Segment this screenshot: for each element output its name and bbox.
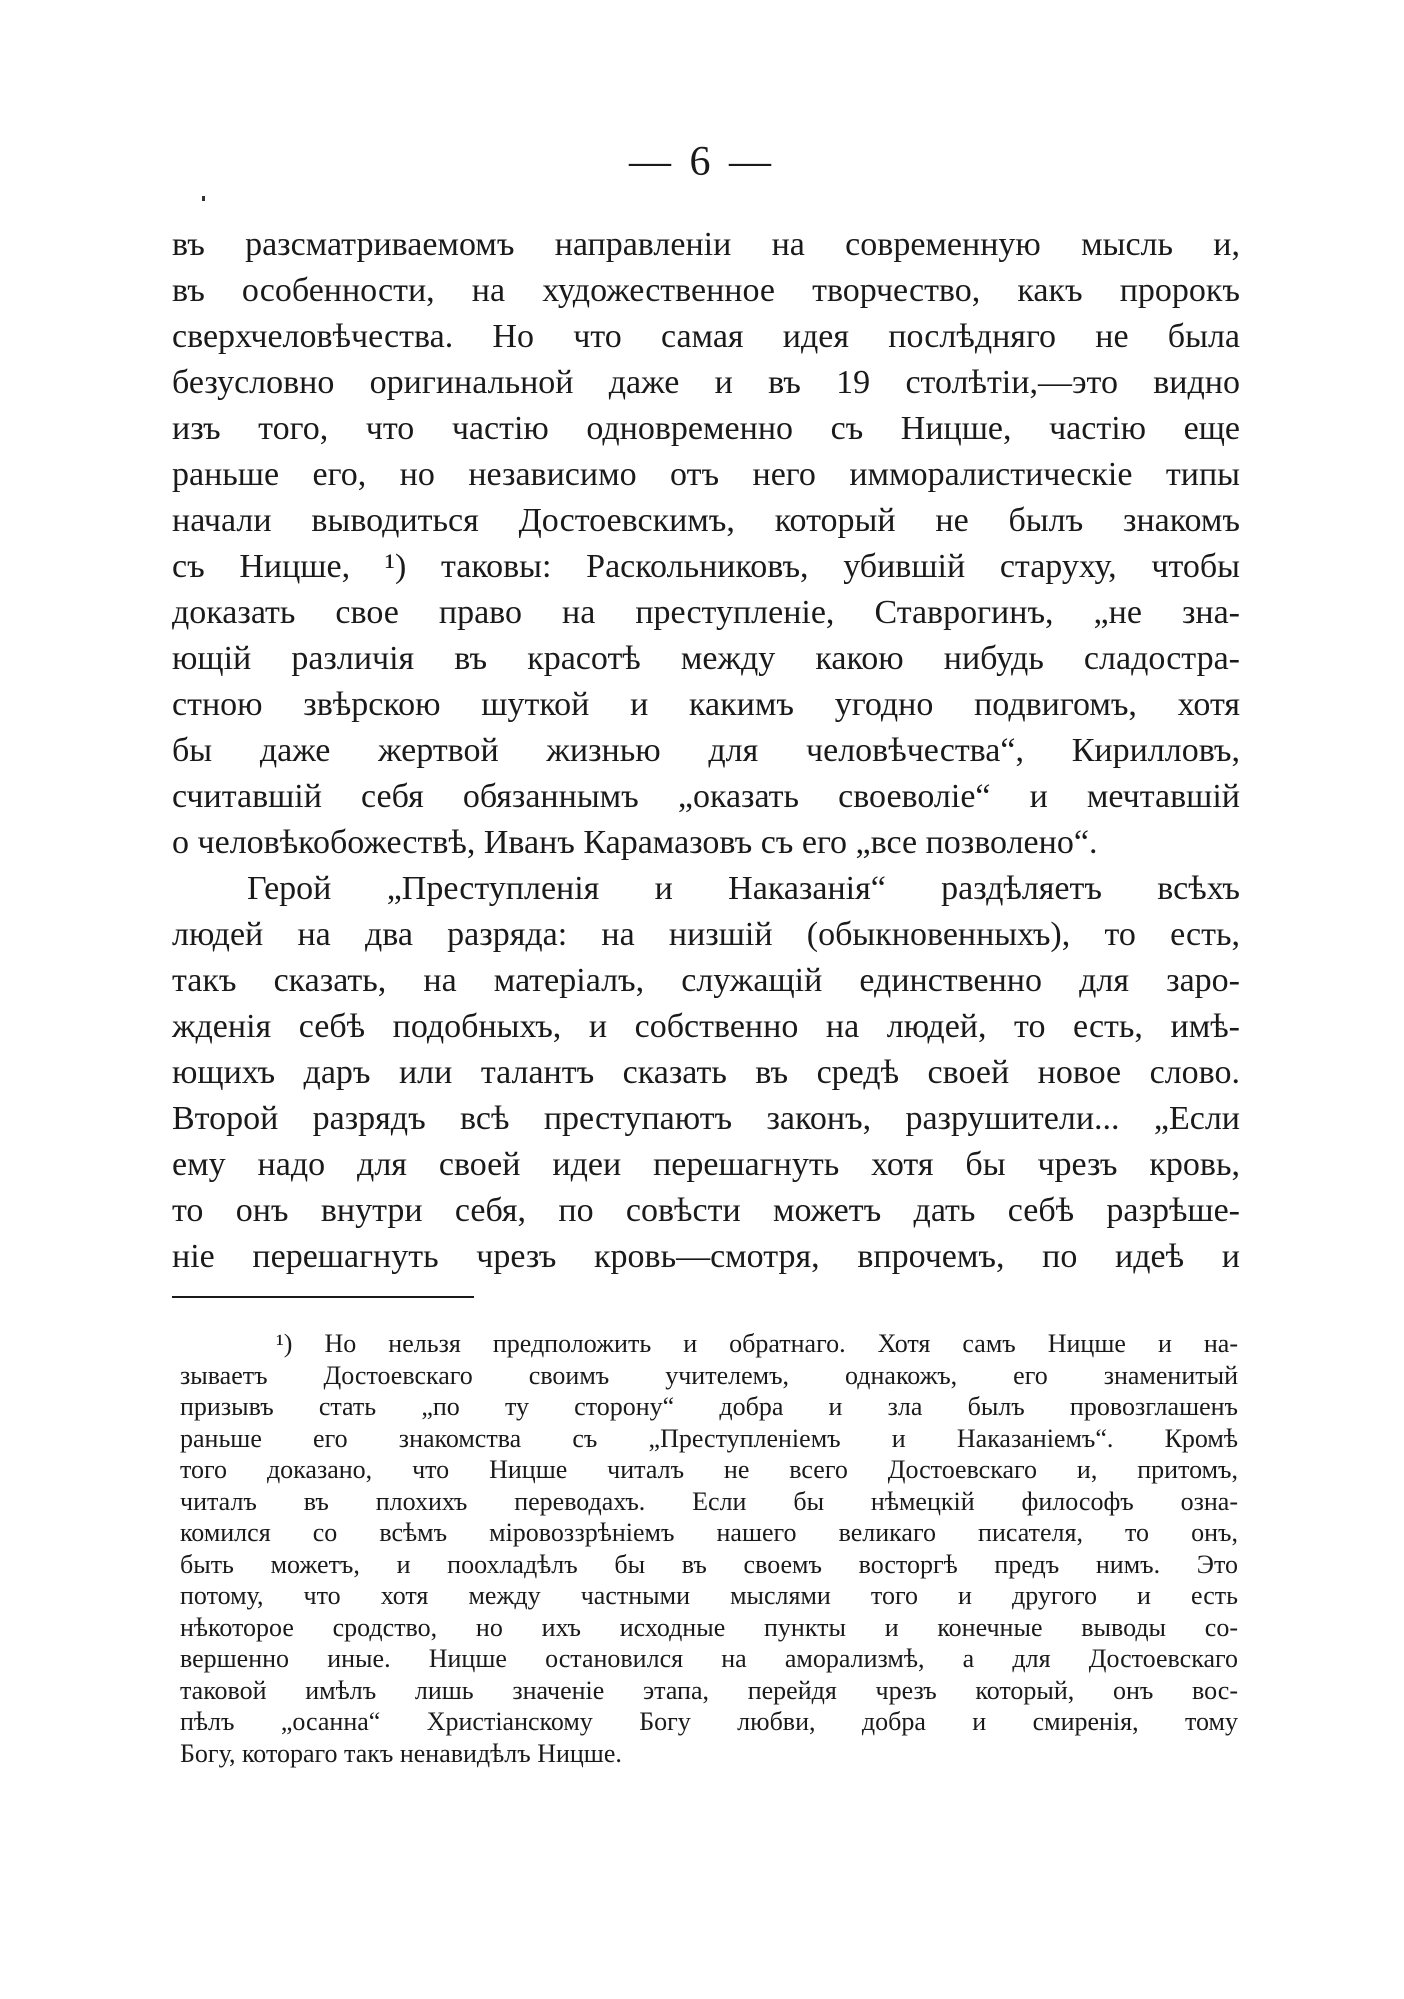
text-line: о человѣкобожествѣ, Иванъ Карамазовъ съ его „все позволено“. [172, 824, 1098, 861]
footnote-line: ¹) Но нельзя предположить и обратнаго. Хотя самъ Ницше и на- [276, 1329, 1238, 1358]
footnote-line: комился со всѣмъ міровоззрѣніемъ нашего великаго писателя, то онъ, [180, 1518, 1238, 1547]
text-line: ющій различія въ красотѣ между какою нибудь сладостра- [172, 640, 1240, 677]
text-line: жденія себѣ подобныхъ, и собственно на людей, то есть, имѣ- [172, 1008, 1240, 1045]
footnote-line: раньше его знакомства съ „Преступленіемъ и Наказаніемъ“. Кромѣ [180, 1423, 1238, 1453]
page-number: — 6 — [629, 139, 775, 185]
text-line: изъ того, что частію одновременно съ Ницше, частію еще [172, 410, 1240, 447]
text-line: ему надо для своей идеи перешагнуть хотя бы чрезъ кровь, [172, 1146, 1240, 1183]
text-line: доказать свое право на преступленіе, Ставрогинъ, „не зна- [172, 594, 1240, 631]
footnote-line: Богу, котораго такъ ненавидѣлъ Ницше. [180, 1738, 622, 1768]
text-line: Герой „Преступленія и Наказанія“ раздѣляетъ всѣхъ [247, 870, 1240, 907]
text-line: стною звѣрскою шуткой и какимъ угодно подвигомъ, хотя [172, 686, 1240, 723]
text-line: въ особенности, на художественное творчество, какъ пророкъ [172, 272, 1240, 309]
text-line: ніе перешагнуть чрезъ кровь—смотря, впрочемъ, по идеѣ и [172, 1238, 1240, 1275]
footnote-line: быть можетъ, и поохладѣлъ бы въ своемъ восторгѣ предъ нимъ. Это [180, 1549, 1238, 1579]
text-line: то онъ внутри себя, по совѣсти можетъ дать себѣ разрѣше- [172, 1192, 1240, 1229]
text-line: съ Ницше, ¹) таковы: Раскольниковъ, убившій старуху, чтобы [172, 548, 1240, 585]
text-line: ющихъ даръ или талантъ сказать въ средѣ своей новое слово. [172, 1054, 1240, 1091]
text-line: людей на два разряда: на низшій (обыкновенныхъ), то есть, [172, 916, 1240, 953]
footnote-separator [172, 1296, 474, 1298]
print-speck [202, 196, 205, 201]
footnote-line: зываетъ Достоевскаго своимъ учителемъ, однакожъ, его знаменитый [180, 1360, 1238, 1390]
footnote-line: таковой имѣлъ лишь значеніе этапа, перейдя чрезъ который, онъ вос- [180, 1675, 1238, 1705]
text-line: безусловно оригинальной даже и въ 19 столѣтіи,—это видно [172, 364, 1240, 401]
text-line: бы даже жертвой жизнью для человѣчества“, Кирилловъ, [172, 732, 1240, 769]
text-line: сверхчеловѣчества. Но что самая идея послѣдняго не была [172, 318, 1240, 355]
text-line: Второй разрядъ всѣ преступаютъ законъ, разрушители... „Если [172, 1100, 1240, 1137]
text-line: начали выводиться Достоевскимъ, который не былъ знакомъ [172, 502, 1240, 539]
footnote-line: пѣлъ „осанна“ Христіанскому Богу любви, добра и смиренія, тому [180, 1707, 1238, 1736]
footnote-line: того доказано, что Ницше читалъ не всего Достоевскаго и, притомъ, [180, 1455, 1238, 1484]
footnote-line: потому, что хотя между частными мыслями того и другого и есть [180, 1581, 1238, 1610]
footnote-line: нѣкоторое сродство, но ихъ исходные пункты и конечные выводы со- [180, 1612, 1238, 1642]
text-line: считавшій себя обязаннымъ „оказать своеволіе“ и мечтавшій [172, 778, 1240, 815]
footnote-line: читалъ въ плохихъ переводахъ. Если бы нѣмецкій философъ озна- [180, 1486, 1238, 1516]
footnote-line: вершенно иные. Ницше остановился на аморализмѣ, а для Достоевскаго [180, 1644, 1238, 1673]
footnote-line: призывъ стать „по ту сторону“ добра и зла былъ провозглашенъ [180, 1392, 1238, 1421]
text-line: такъ сказать, на матеріалъ, служащій единственно для заро- [172, 962, 1240, 999]
text-line: въ разсматриваемомъ направленіи на современную мысль и, [172, 226, 1240, 263]
footnote [180, 1328, 1238, 1769]
main-text [172, 222, 1240, 1280]
text-line: раньше его, но независимо отъ него имморалистическіе типы [172, 456, 1240, 493]
